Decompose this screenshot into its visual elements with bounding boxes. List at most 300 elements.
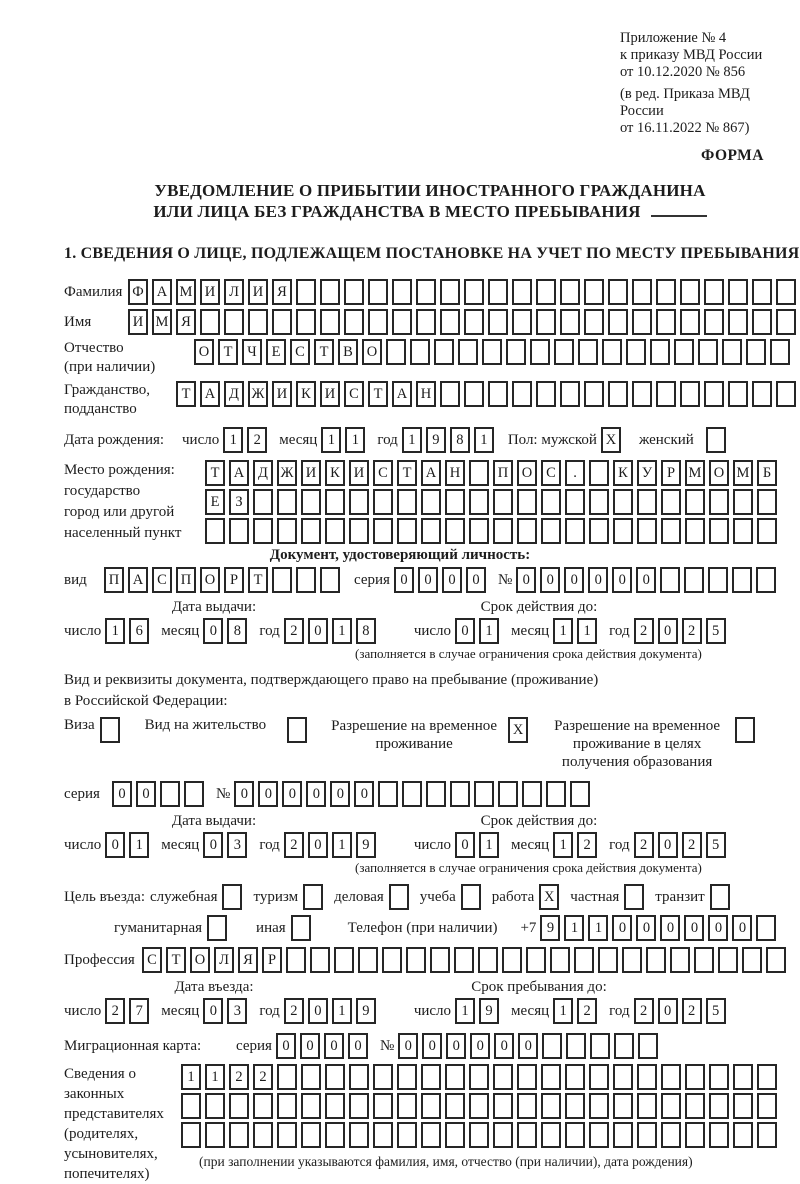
char-box[interactable]: [536, 381, 556, 407]
char-box[interactable]: А: [152, 279, 172, 305]
char-box[interactable]: [291, 915, 311, 941]
char-box[interactable]: 0: [398, 1033, 418, 1059]
char-box[interactable]: [301, 1093, 321, 1119]
char-box[interactable]: [222, 884, 242, 910]
char-box[interactable]: [253, 1122, 273, 1148]
expiry-month-boxes[interactable]: [553, 618, 597, 644]
char-box[interactable]: [613, 1064, 633, 1090]
char-box[interactable]: [517, 518, 537, 544]
birth-month-boxes[interactable]: [321, 427, 365, 453]
char-box[interactable]: [474, 781, 494, 807]
char-box[interactable]: [320, 309, 340, 335]
char-box[interactable]: З: [229, 489, 249, 515]
char-box[interactable]: 0: [394, 567, 414, 593]
char-box[interactable]: [349, 489, 369, 515]
char-box[interactable]: А: [421, 460, 441, 486]
char-box[interactable]: 0: [564, 567, 584, 593]
char-box[interactable]: [421, 518, 441, 544]
char-box[interactable]: 2: [247, 427, 267, 453]
char-box[interactable]: [566, 1033, 586, 1059]
char-box[interactable]: В: [338, 339, 358, 365]
char-box[interactable]: [517, 489, 537, 515]
expiry-day-boxes[interactable]: [455, 618, 499, 644]
char-box[interactable]: 2: [682, 998, 702, 1024]
char-box[interactable]: [248, 309, 268, 335]
char-box[interactable]: X: [539, 884, 559, 910]
char-box[interactable]: Ч: [242, 339, 262, 365]
char-box[interactable]: 9: [356, 998, 376, 1024]
char-box[interactable]: [589, 518, 609, 544]
char-box[interactable]: [301, 1122, 321, 1148]
char-box[interactable]: [589, 1093, 609, 1119]
char-box[interactable]: [746, 339, 766, 365]
char-box[interactable]: [454, 947, 474, 973]
char-box[interactable]: [416, 279, 436, 305]
char-box[interactable]: [229, 1122, 249, 1148]
char-box[interactable]: [445, 489, 465, 515]
char-box[interactable]: [392, 279, 412, 305]
char-box[interactable]: И: [128, 309, 148, 335]
char-box[interactable]: [589, 1064, 609, 1090]
char-box[interactable]: 0: [455, 618, 475, 644]
char-box[interactable]: Ж: [277, 460, 297, 486]
char-box[interactable]: [493, 518, 513, 544]
char-box[interactable]: 0: [203, 998, 223, 1024]
char-box[interactable]: С: [344, 381, 364, 407]
char-box[interactable]: 2: [682, 832, 702, 858]
char-box[interactable]: [590, 1033, 610, 1059]
char-box[interactable]: [464, 309, 484, 335]
char-box[interactable]: 1: [223, 427, 243, 453]
char-box[interactable]: [752, 381, 772, 407]
char-box[interactable]: [574, 947, 594, 973]
char-box[interactable]: 0: [658, 618, 678, 644]
visa-checkbox[interactable]: [100, 717, 120, 743]
char-box[interactable]: С: [541, 460, 561, 486]
char-box[interactable]: [708, 567, 728, 593]
char-box[interactable]: 0: [540, 567, 560, 593]
char-box[interactable]: 0: [732, 915, 752, 941]
char-box[interactable]: [517, 1093, 537, 1119]
char-box[interactable]: [421, 1122, 441, 1148]
char-box[interactable]: О: [709, 460, 729, 486]
char-box[interactable]: [646, 947, 666, 973]
char-box[interactable]: 0: [308, 998, 328, 1024]
char-box[interactable]: 8: [356, 618, 376, 644]
char-box[interactable]: 0: [112, 781, 132, 807]
char-box[interactable]: [694, 947, 714, 973]
char-box[interactable]: 2: [284, 998, 304, 1024]
char-box[interactable]: [277, 1122, 297, 1148]
char-box[interactable]: И: [248, 279, 268, 305]
char-box[interactable]: 0: [658, 832, 678, 858]
char-box[interactable]: Н: [445, 460, 465, 486]
char-box[interactable]: [502, 947, 522, 973]
char-box[interactable]: [661, 1093, 681, 1119]
char-box[interactable]: 0: [684, 915, 704, 941]
char-box[interactable]: [301, 1064, 321, 1090]
char-box[interactable]: 0: [203, 832, 223, 858]
char-box[interactable]: 2: [634, 832, 654, 858]
char-box[interactable]: 1: [553, 618, 573, 644]
char-box[interactable]: Т: [205, 460, 225, 486]
entry-month-boxes[interactable]: [203, 998, 247, 1024]
char-box[interactable]: [349, 518, 369, 544]
entry-day-boxes[interactable]: [105, 998, 149, 1024]
char-box[interactable]: [680, 381, 700, 407]
char-box[interactable]: 1: [332, 832, 352, 858]
char-box[interactable]: 2: [253, 1064, 273, 1090]
char-box[interactable]: [512, 381, 532, 407]
char-box[interactable]: Я: [176, 309, 196, 335]
char-box[interactable]: [757, 489, 777, 515]
char-box[interactable]: [493, 1064, 513, 1090]
char-box[interactable]: [776, 381, 796, 407]
char-box[interactable]: 1: [553, 998, 573, 1024]
char-box[interactable]: [373, 1122, 393, 1148]
char-box[interactable]: 0: [348, 1033, 368, 1059]
purpose-tourism-checkbox[interactable]: [303, 884, 323, 910]
char-box[interactable]: Е: [205, 489, 225, 515]
char-box[interactable]: 1: [345, 427, 365, 453]
residence-permit-checkbox[interactable]: [287, 717, 307, 743]
char-box[interactable]: [301, 518, 321, 544]
char-box[interactable]: 3: [227, 832, 247, 858]
char-box[interactable]: И: [320, 381, 340, 407]
char-box[interactable]: М: [152, 309, 172, 335]
char-box[interactable]: [706, 427, 726, 453]
char-box[interactable]: [522, 781, 542, 807]
char-box[interactable]: [287, 717, 307, 743]
char-box[interactable]: [752, 279, 772, 305]
char-box[interactable]: [421, 1093, 441, 1119]
char-box[interactable]: [613, 489, 633, 515]
char-box[interactable]: [397, 1064, 417, 1090]
char-box[interactable]: [709, 1064, 729, 1090]
stay-expiry-year-boxes[interactable]: [634, 832, 726, 858]
char-box[interactable]: 0: [446, 1033, 466, 1059]
char-box[interactable]: А: [128, 567, 148, 593]
char-box[interactable]: [626, 339, 646, 365]
char-box[interactable]: [732, 567, 752, 593]
char-box[interactable]: [440, 309, 460, 335]
char-box[interactable]: X: [601, 427, 621, 453]
char-box[interactable]: [469, 460, 489, 486]
representatives-boxes-row2[interactable]: [181, 1093, 777, 1119]
char-box[interactable]: [445, 1064, 465, 1090]
char-box[interactable]: [416, 309, 436, 335]
purpose-work-checkbox[interactable]: [539, 884, 559, 910]
char-box[interactable]: [722, 339, 742, 365]
char-box[interactable]: [650, 339, 670, 365]
char-box[interactable]: [382, 947, 402, 973]
char-box[interactable]: [661, 1064, 681, 1090]
char-box[interactable]: 1: [588, 915, 608, 941]
char-box[interactable]: [709, 489, 729, 515]
char-box[interactable]: [426, 781, 446, 807]
char-box[interactable]: [517, 1122, 537, 1148]
char-box[interactable]: 1: [402, 427, 422, 453]
char-box[interactable]: Д: [224, 381, 244, 407]
char-box[interactable]: [205, 1122, 225, 1148]
char-box[interactable]: [469, 1064, 489, 1090]
char-box[interactable]: Б: [757, 460, 777, 486]
char-box[interactable]: [704, 279, 724, 305]
char-box[interactable]: [752, 309, 772, 335]
char-box[interactable]: [776, 279, 796, 305]
char-box[interactable]: [434, 339, 454, 365]
stay-issue-month-boxes[interactable]: [203, 832, 247, 858]
stay-until-month-boxes[interactable]: [553, 998, 597, 1024]
char-box[interactable]: Л: [214, 947, 234, 973]
stay-issue-year-boxes[interactable]: [284, 832, 376, 858]
char-box[interactable]: [757, 1093, 777, 1119]
char-box[interactable]: [464, 381, 484, 407]
char-box[interactable]: 1: [479, 832, 499, 858]
char-box[interactable]: 0: [470, 1033, 490, 1059]
char-box[interactable]: [718, 947, 738, 973]
char-box[interactable]: [272, 309, 292, 335]
char-box[interactable]: 1: [105, 618, 125, 644]
char-box[interactable]: [373, 1064, 393, 1090]
char-box[interactable]: [542, 1033, 562, 1059]
stay-expiry-month-boxes[interactable]: [553, 832, 597, 858]
char-box[interactable]: С: [290, 339, 310, 365]
char-box[interactable]: [541, 1064, 561, 1090]
char-box[interactable]: [656, 279, 676, 305]
char-box[interactable]: 0: [636, 915, 656, 941]
char-box[interactable]: 0: [203, 618, 223, 644]
char-box[interactable]: Т: [176, 381, 196, 407]
char-box[interactable]: [397, 489, 417, 515]
profession-boxes[interactable]: [142, 947, 786, 973]
char-box[interactable]: М: [685, 460, 705, 486]
char-box[interactable]: [770, 339, 790, 365]
char-box[interactable]: Т: [218, 339, 238, 365]
char-box[interactable]: Т: [166, 947, 186, 973]
char-box[interactable]: [661, 1122, 681, 1148]
purpose-study-checkbox[interactable]: [461, 884, 481, 910]
char-box[interactable]: [541, 518, 561, 544]
char-box[interactable]: [685, 1122, 705, 1148]
doc-type-boxes[interactable]: [104, 567, 340, 593]
char-box[interactable]: [638, 1033, 658, 1059]
purpose-transit-checkbox[interactable]: [710, 884, 730, 910]
doc-series-boxes[interactable]: [394, 567, 486, 593]
char-box[interactable]: [656, 381, 676, 407]
char-box[interactable]: [709, 1093, 729, 1119]
char-box[interactable]: [389, 884, 409, 910]
char-box[interactable]: [565, 1093, 585, 1119]
char-box[interactable]: [325, 1064, 345, 1090]
birth-day-boxes[interactable]: [223, 427, 267, 453]
char-box[interactable]: [349, 1093, 369, 1119]
char-box[interactable]: 0: [306, 781, 326, 807]
char-box[interactable]: Р: [262, 947, 282, 973]
char-box[interactable]: [589, 1122, 609, 1148]
char-box[interactable]: П: [176, 567, 196, 593]
char-box[interactable]: [493, 1093, 513, 1119]
char-box[interactable]: [469, 1122, 489, 1148]
char-box[interactable]: 0: [354, 781, 374, 807]
char-box[interactable]: 1: [129, 832, 149, 858]
char-box[interactable]: [205, 518, 225, 544]
birth-year-boxes[interactable]: [402, 427, 494, 453]
char-box[interactable]: 1: [332, 998, 352, 1024]
char-box[interactable]: [670, 947, 690, 973]
char-box[interactable]: [565, 489, 585, 515]
citizenship-boxes[interactable]: [176, 381, 796, 407]
char-box[interactable]: [506, 339, 526, 365]
char-box[interactable]: 0: [422, 1033, 442, 1059]
char-box[interactable]: [536, 279, 556, 305]
char-box[interactable]: 0: [418, 567, 438, 593]
char-box[interactable]: П: [104, 567, 124, 593]
char-box[interactable]: [488, 279, 508, 305]
char-box[interactable]: 0: [234, 781, 254, 807]
char-box[interactable]: 2: [577, 832, 597, 858]
purpose-humanitarian-checkbox[interactable]: [207, 915, 227, 941]
char-box[interactable]: [397, 518, 417, 544]
char-box[interactable]: Р: [224, 567, 244, 593]
char-box[interactable]: [464, 279, 484, 305]
char-box[interactable]: [698, 339, 718, 365]
purpose-commercial-checkbox[interactable]: [389, 884, 409, 910]
char-box[interactable]: [325, 518, 345, 544]
char-box[interactable]: [674, 339, 694, 365]
char-box[interactable]: [469, 1093, 489, 1119]
char-box[interactable]: [160, 781, 180, 807]
char-box[interactable]: [207, 915, 227, 941]
migration-series-boxes[interactable]: [276, 1033, 368, 1059]
char-box[interactable]: [589, 460, 609, 486]
char-box[interactable]: [685, 518, 705, 544]
char-box[interactable]: [685, 1064, 705, 1090]
char-box[interactable]: 1: [455, 998, 475, 1024]
char-box[interactable]: [373, 1093, 393, 1119]
char-box[interactable]: [488, 309, 508, 335]
char-box[interactable]: [776, 309, 796, 335]
char-box[interactable]: [565, 518, 585, 544]
char-box[interactable]: [517, 1064, 537, 1090]
char-box[interactable]: 0: [442, 567, 462, 593]
char-box[interactable]: О: [517, 460, 537, 486]
char-box[interactable]: [565, 1122, 585, 1148]
char-box[interactable]: [578, 339, 598, 365]
char-box[interactable]: [624, 884, 644, 910]
char-box[interactable]: М: [733, 460, 753, 486]
char-box[interactable]: [622, 947, 642, 973]
char-box[interactable]: [613, 518, 633, 544]
char-box[interactable]: [757, 1064, 777, 1090]
char-box[interactable]: 0: [636, 567, 656, 593]
char-box[interactable]: [493, 489, 513, 515]
char-box[interactable]: Я: [272, 279, 292, 305]
char-box[interactable]: 0: [612, 915, 632, 941]
char-box[interactable]: 0: [308, 618, 328, 644]
char-box[interactable]: [728, 381, 748, 407]
char-box[interactable]: О: [190, 947, 210, 973]
issue-year-boxes[interactable]: [284, 618, 376, 644]
char-box[interactable]: [608, 279, 628, 305]
char-box[interactable]: [710, 884, 730, 910]
temp-permit-checkbox[interactable]: [508, 717, 528, 743]
char-box[interactable]: [368, 309, 388, 335]
char-box[interactable]: [570, 781, 590, 807]
char-box[interactable]: 2: [284, 832, 304, 858]
char-box[interactable]: К: [296, 381, 316, 407]
char-box[interactable]: [766, 947, 786, 973]
char-box[interactable]: И: [349, 460, 369, 486]
char-box[interactable]: [253, 1093, 273, 1119]
char-box[interactable]: С: [373, 460, 393, 486]
char-box[interactable]: 2: [105, 998, 125, 1024]
char-box[interactable]: 1: [181, 1064, 201, 1090]
char-box[interactable]: 0: [324, 1033, 344, 1059]
char-box[interactable]: 0: [300, 1033, 320, 1059]
char-box[interactable]: 9: [540, 915, 560, 941]
char-box[interactable]: [608, 309, 628, 335]
char-box[interactable]: 8: [450, 427, 470, 453]
doc-number-boxes[interactable]: [516, 567, 776, 593]
char-box[interactable]: 0: [105, 832, 125, 858]
phone-boxes[interactable]: [540, 915, 776, 941]
char-box[interactable]: [320, 279, 340, 305]
issue-day-boxes[interactable]: [105, 618, 149, 644]
char-box[interactable]: [637, 518, 657, 544]
char-box[interactable]: Т: [314, 339, 334, 365]
stay-expiry-day-boxes[interactable]: [455, 832, 499, 858]
temp-permit-edu-checkbox[interactable]: [735, 717, 755, 743]
char-box[interactable]: [613, 1122, 633, 1148]
char-box[interactable]: [421, 1064, 441, 1090]
char-box[interactable]: С: [152, 567, 172, 593]
char-box[interactable]: [541, 1093, 561, 1119]
char-box[interactable]: [728, 279, 748, 305]
representatives-boxes-row3[interactable]: [181, 1122, 777, 1148]
char-box[interactable]: И: [272, 381, 292, 407]
char-box[interactable]: [488, 381, 508, 407]
char-box[interactable]: [310, 947, 330, 973]
surname-boxes[interactable]: [128, 279, 796, 305]
char-box[interactable]: [526, 947, 546, 973]
char-box[interactable]: [565, 1064, 585, 1090]
char-box[interactable]: 2: [229, 1064, 249, 1090]
char-box[interactable]: [512, 309, 532, 335]
char-box[interactable]: [181, 1122, 201, 1148]
char-box[interactable]: 1: [321, 427, 341, 453]
char-box[interactable]: О: [200, 567, 220, 593]
char-box[interactable]: [450, 781, 470, 807]
char-box[interactable]: [660, 567, 680, 593]
entry-year-boxes[interactable]: [284, 998, 376, 1024]
char-box[interactable]: [469, 489, 489, 515]
char-box[interactable]: [560, 381, 580, 407]
char-box[interactable]: 1: [205, 1064, 225, 1090]
char-box[interactable]: [296, 309, 316, 335]
char-box[interactable]: [325, 489, 345, 515]
char-box[interactable]: А: [200, 381, 220, 407]
char-box[interactable]: [728, 309, 748, 335]
char-box[interactable]: 6: [129, 618, 149, 644]
char-box[interactable]: 2: [284, 618, 304, 644]
char-box[interactable]: [733, 1122, 753, 1148]
char-box[interactable]: [325, 1093, 345, 1119]
char-box[interactable]: 1: [479, 618, 499, 644]
char-box[interactable]: [733, 1093, 753, 1119]
char-box[interactable]: [550, 947, 570, 973]
char-box[interactable]: [541, 489, 561, 515]
